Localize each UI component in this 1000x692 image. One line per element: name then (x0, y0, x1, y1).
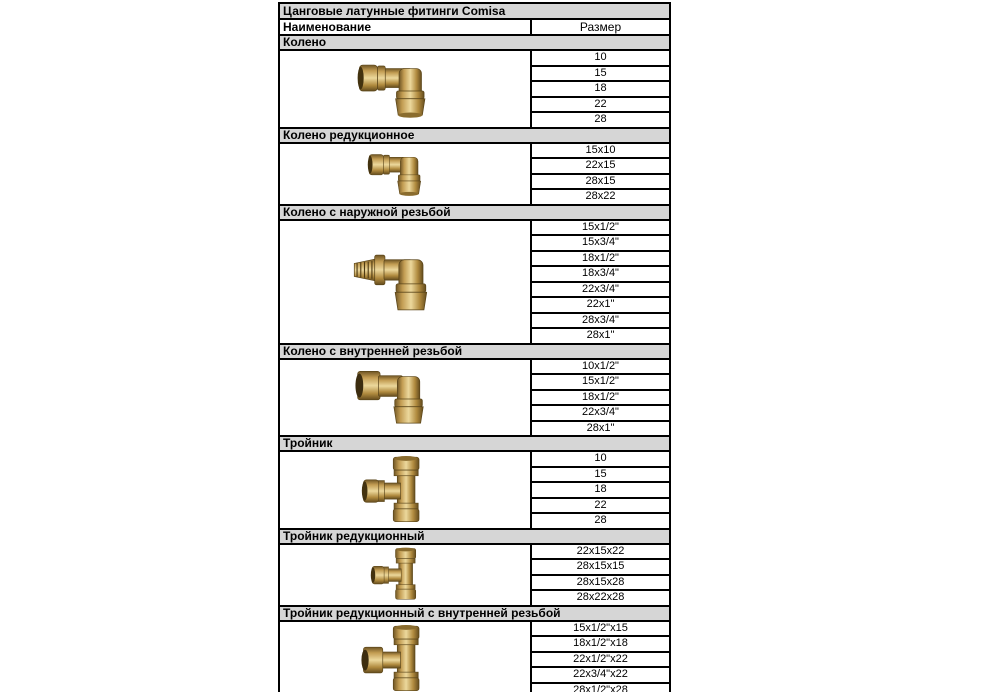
size-cell: 22x15 (532, 159, 669, 175)
size-list (532, 221, 669, 343)
size-cell: 15x1/2" (532, 375, 669, 391)
column-header-name: Наименование (280, 20, 532, 34)
section-body (280, 51, 669, 129)
section (280, 345, 669, 438)
size-cell: 28x15x28 (532, 576, 669, 592)
size-cell: 18x1/2" (532, 391, 669, 407)
size-cell: 22x1" (532, 298, 669, 314)
size-cell: 28 (594, 514, 607, 526)
size-cell: 18 (532, 483, 669, 499)
table-title: Цанговые латунные фитинги Comisa (280, 4, 669, 20)
size-cell: 18 (532, 82, 669, 98)
size-list (532, 360, 669, 436)
size-cell: 10 (532, 51, 669, 67)
size-cell: 15x10 (532, 144, 669, 160)
size-list (532, 545, 669, 605)
tee-compression-photo (280, 452, 532, 528)
elbow-female-thread-photo (280, 360, 532, 436)
section (280, 607, 669, 692)
size-cell: 22x15x22 (532, 545, 669, 561)
size-list (532, 51, 669, 127)
section (280, 36, 669, 129)
sections-container (280, 36, 669, 692)
tee-compression-photo (280, 545, 532, 605)
size-cell: 15x1/2"x15 (532, 622, 669, 638)
column-header-row (280, 20, 669, 36)
size-cell: 22x3/4" (532, 406, 669, 422)
size-cell: 28x22x28 (576, 591, 625, 603)
section-body (280, 221, 669, 345)
size-list (532, 452, 669, 528)
section-body (280, 622, 669, 692)
section-body (280, 452, 669, 530)
section-header: Тройник (280, 437, 669, 452)
size-cell: 28x3/4" (532, 314, 669, 330)
size-cell: 15x1/2" (532, 221, 669, 237)
size-cell: 22 (532, 499, 669, 515)
size-cell: 18x3/4" (532, 267, 669, 283)
size-list (532, 622, 669, 692)
size-cell: 28x1" (586, 421, 615, 434)
section (280, 437, 669, 530)
elbow-compression-photo (280, 51, 532, 127)
section (280, 206, 669, 345)
size-cell: 28x1/2"x28 (573, 683, 628, 692)
size-cell: 15 (532, 67, 669, 83)
size-cell: 18x1/2" (532, 252, 669, 268)
size-cell: 10 (532, 452, 669, 468)
section-header: Колено с внутренней резьбой (280, 345, 669, 360)
section-body (280, 144, 669, 206)
size-cell: 18x1/2"x18 (532, 637, 669, 653)
size-cell: 28 (594, 113, 607, 125)
size-cell: 10x1/2" (532, 360, 669, 376)
section (280, 530, 669, 607)
size-cell: 15x3/4" (532, 236, 669, 252)
elbow-male-thread-photo (280, 221, 532, 343)
size-cell: 22x1/2"x22 (532, 653, 669, 669)
section (280, 129, 669, 206)
section-header: Тройник редукционный (280, 530, 669, 545)
section-header: Тройник редукционный с внутренней резьбой (280, 607, 669, 622)
fittings-table (278, 2, 671, 692)
size-cell: 22 (532, 98, 669, 114)
section-body (280, 545, 669, 607)
size-cell: 28x15 (532, 175, 669, 191)
size-cell: 22x3/4"x22 (532, 668, 669, 684)
section-header: Колено редукционное (280, 129, 669, 144)
size-cell: 28x1" (586, 329, 615, 341)
tee-female-thread-photo (280, 622, 532, 692)
section-header: Колено с наружной резьбой (280, 206, 669, 221)
section-body (280, 360, 669, 438)
section-header: Колено (280, 36, 669, 51)
size-cell: 22x3/4" (532, 283, 669, 299)
size-cell: 28x15x15 (532, 560, 669, 576)
size-cell: 28x22 (585, 190, 616, 202)
column-header-size: Размер (579, 20, 622, 34)
size-list (532, 144, 669, 204)
elbow-compression-photo (280, 144, 532, 204)
size-cell: 15 (532, 468, 669, 484)
